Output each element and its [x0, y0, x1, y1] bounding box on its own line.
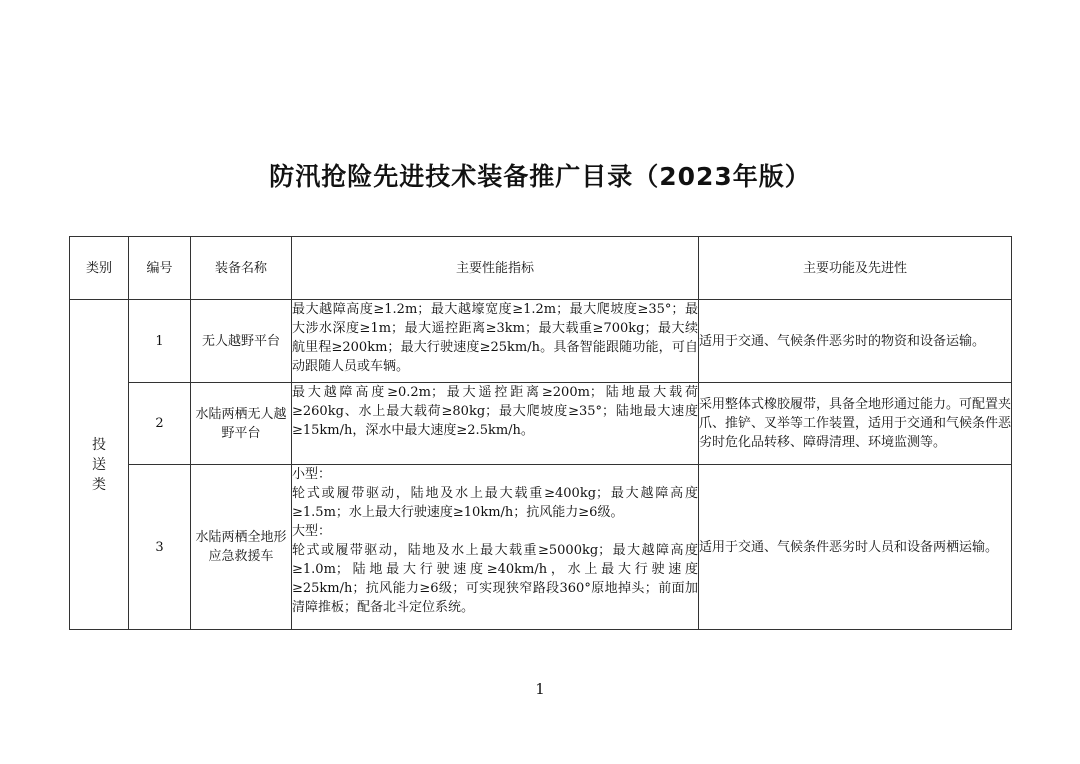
header-functions: 主要功能及先进性 [699, 237, 1012, 300]
header-number: 编号 [129, 237, 191, 300]
row-number: 2 [129, 383, 191, 465]
table-header-row [70, 237, 1012, 300]
functions-advantages: 采用整体式橡胶履带，具备全地形通过能力。可配置夹爪、推铲、叉举等工作装置，适用于交通和气候条件恶劣时危化品转移、障碍清理、环境监测等。 [699, 383, 1012, 465]
category-cell [70, 300, 129, 630]
functions-advantages: 适用于交通、气候条件恶劣时的物资和设备运输。 [699, 300, 1012, 383]
table-row [70, 300, 1012, 383]
table-row [70, 383, 1012, 465]
spec-small-heading: 小型： [292, 467, 332, 482]
spec-large-details: 轮式或履带驱动，陆地及水上最大载重≥5000kg；最大越障高度≥1.0m；陆地最大行驶速度≥40km/h，水上最大行驶速度≥25km/h；抗风能力≥6级；可实现狭窄路段360°原地掉头；前面加清障推板；配备北斗定位系统。 [292, 543, 698, 615]
spec-small-details: 轮式或履带驱动，陆地及水上最大载重≥400kg；最大越障高度≥1.5m；水上最大行驶速度≥10km/h；抗风能力≥6级。 [292, 486, 698, 520]
table-row [70, 465, 1012, 630]
header-category: 类别 [70, 237, 129, 300]
header-specs: 主要性能指标 [292, 237, 699, 300]
functions-advantages: 适用于交通、气候条件恶劣时人员和设备两栖运输。 [699, 465, 1012, 630]
spec-large-heading: 大型： [292, 524, 332, 539]
document-title: 防汛抢险先进技术装备推广目录（2023年版） [269, 162, 811, 191]
page-number: 1 [535, 680, 545, 698]
equipment-catalog-table [69, 236, 1012, 630]
header-name: 装备名称 [191, 237, 292, 300]
row-number: 1 [129, 300, 191, 383]
equipment-name: 水陆两栖无人越野平台 [191, 383, 292, 465]
equipment-name: 无人越野平台 [191, 300, 292, 383]
equipment-name: 水陆两栖全地形应急救援车 [191, 465, 292, 630]
performance-specs: 最大越障高度≥0.2m；最大遥控距离≥200m；陆地最大载荷≥260kg、水上最大载荷≥80kg；最大爬坡度≥35°；陆地最大速度≥15km/h，深水中最大速度≥2.5km/h。 [292, 383, 699, 465]
row-number: 3 [129, 465, 191, 630]
performance-specs: 最大越障高度≥1.2m；最大越壕宽度≥1.2m；最大爬坡度≥35°；最大涉水深度≥1m；最大遥控距离≥3km；最大载重≥700kg；最大续航里程≥200km；最大行驶速度≥25km/h。具备智能跟随功能，可自动跟随人员或车辆。 [292, 300, 699, 383]
category-label: 投送类 [92, 436, 106, 493]
performance-specs [292, 465, 699, 630]
